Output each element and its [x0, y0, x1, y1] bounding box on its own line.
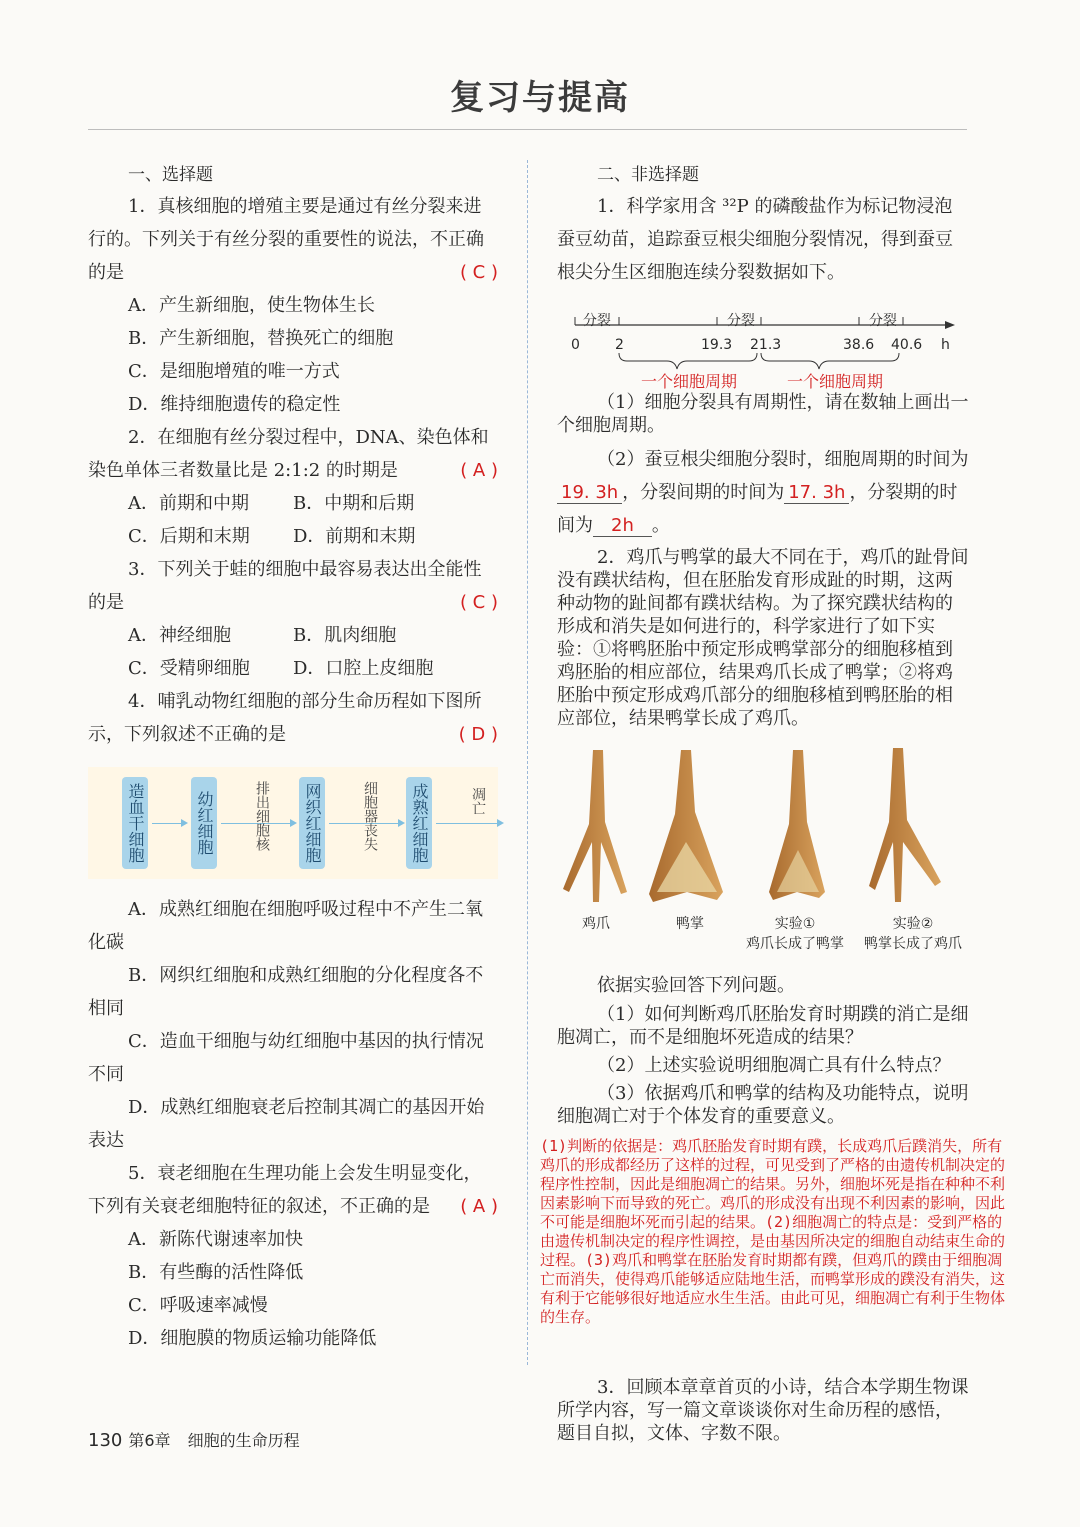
tick-38-6: 38.6 — [843, 337, 875, 353]
flow-box-stem-cell: 造血干细胞 — [122, 777, 148, 869]
q3-option-b: B．肌肉细胞 — [293, 625, 397, 646]
cycle-label-1: 一个细胞周期 — [641, 372, 738, 391]
question-4: 4．哺乳动物红细胞的部分生命历程如下图所示，下列叙述不正确的是 ( D ) — [88, 685, 498, 751]
q3-option-a: A．神经细胞 — [128, 625, 231, 646]
q5-option-c: C．呼吸速率减慢 — [128, 1295, 268, 1316]
handwritten-answer: (1)判断的依据是：鸡爪胚胎发育时期有蹼，长成鸡爪后蹼消失，所有鸡爪的形成都经历了这样的过程，可见受到了严格的由遗传机制决定的程序性控制，因此是细胞凋亡的结果。另外，细胞坏死是指在种种不利因素影响下而导致的死亡。鸡爪的形成没有出现不利因素的影响，因此不可能是细胞坏死而引起的结果。(2)细胞凋亡的特点是：受到严格的由遗传机制决定的程序性调控，是由基因所决定的细胞自动结束生命的过程。(3)鸡爪和鸭掌在胚胎发育时期都有蹼，但鸡爪的蹼由于细胞凋亡而消失，使得鸡爪能够适应陆地生活，而鸭掌形成的蹼没有消失，这有利于它能够很好地适应水生生活。由此可见，细胞凋亡有利于生物体的生存。 — [540, 1137, 1006, 1326]
red-cell-flow-diagram — [88, 767, 498, 879]
q4-option-b: B．网织红细胞和成熟红细胞的分化程度各不相同 — [88, 965, 484, 1019]
tick-19-3: 19.3 — [701, 337, 733, 353]
page-footer — [88, 1428, 300, 1451]
question-r2-1: （1）如何判断鸡爪胚胎发育时期蹼的消亡是细胞凋亡，而不是细胞坏死造成的结果？ — [557, 1004, 969, 1048]
flow-label-apoptosis: 凋亡 — [470, 787, 486, 815]
question-2: 2．在细胞有丝分裂过程中，DNA、染色体和染色单体三者数量比是 2:1:2 的时期是 ( A ) — [88, 421, 498, 487]
q3-options-row-1 — [128, 619, 498, 652]
q4-option-a: A．成熟红细胞在细胞呼吸过程中不产生二氧化碳 — [88, 899, 483, 953]
q3-option-d: D．口腔上皮细胞 — [293, 658, 434, 679]
feet-illustrations — [557, 742, 969, 912]
left-column — [88, 160, 498, 1355]
q5-option-a: A．新陈代谢速率加快 — [128, 1229, 303, 1250]
tick-21-3: 21.3 — [750, 337, 782, 353]
label-division-1: 分裂 — [583, 313, 611, 329]
flow-box-erythroblast: 幼红细胞 — [191, 777, 217, 869]
q2-option-a: A．前期和中期 — [128, 493, 249, 514]
answer-5: ( A ) — [460, 1196, 498, 1217]
caption-experiment-1: 实验① 鸡爪长成了鸭掌 — [746, 916, 844, 952]
answer-interphase-time: 17. 3h — [784, 482, 849, 504]
chicken-foot-image — [563, 750, 627, 902]
q1-option-b: B．产生新细胞，替换死亡的细胞 — [128, 328, 394, 349]
q4-option-c: C．造血干细胞与幼红细胞中基因的执行情况不同 — [88, 1031, 484, 1085]
caption-experiment-2: 实验② 鸭掌长成了鸡爪 — [864, 916, 962, 952]
question-3: 3．下列关于蛙的细胞中最容易表达出全能性的是 ( C ) — [88, 553, 498, 619]
answer-cycle-time: 19. 3h — [557, 482, 622, 504]
answer-2: ( A ) — [460, 460, 498, 481]
cell-cycle-number-line — [557, 307, 969, 391]
label-division-3: 分裂 — [869, 313, 897, 329]
q2-option-c: C．后期和末期 — [128, 526, 250, 547]
q2-option-b: B．中期和后期 — [293, 493, 415, 514]
question-r3: 3．回顾本章章首页的小诗，结合本学期生物课所学内容，写一篇文章谈谈你对生命历程的感悟，题目自拟，文体、字数不限。 — [557, 1377, 969, 1444]
q3-option-c: C．受精卵细胞 — [128, 658, 250, 679]
question-r2-3: （3）依据鸡爪和鸭掌的结构及功能特点，说明细胞凋亡对于个体发育的重要意义。 — [557, 1083, 969, 1127]
question-r1-1: （1）细胞分裂具有周期性，请在数轴上画出一个细胞周期。 — [557, 392, 969, 436]
q5-option-d: D．细胞膜的物质运输功能降低 — [128, 1328, 377, 1349]
chapter-title: 细胞的生命历程 — [187, 1431, 300, 1450]
q1-option-c: C．是细胞增殖的唯一方式 — [128, 361, 340, 382]
q1-option-a: A．产生新细胞，使生物体生长 — [128, 295, 375, 316]
axis-unit: h — [941, 337, 950, 353]
answer-4: ( D ) — [458, 724, 498, 745]
q5-option-b: B．有些酶的活性降低 — [128, 1262, 304, 1283]
q1-option-d: D．维持细胞遗传的稳定性 — [128, 394, 341, 415]
flow-box-mature-rbc: 成熟红细胞 — [406, 777, 432, 869]
answer-division-time: 2h — [593, 515, 652, 537]
flow-box-reticulocyte: 网织红细胞 — [299, 777, 325, 869]
question-5: 5．衰老细胞在生理功能上会发生明显变化，下列有关衰老细胞特征的叙述，不正确的是 ( A ) — [88, 1157, 498, 1223]
column-divider — [527, 160, 528, 1365]
q2-option-d: D．前期和末期 — [293, 526, 416, 547]
question-r2-2: （2）上述实验说明细胞凋亡具有什么特点？ — [597, 1055, 951, 1076]
caption-duck-foot: 鸭掌 — [676, 916, 704, 932]
page-number: 130 — [88, 1430, 123, 1451]
tick-40-6: 40.6 — [891, 337, 923, 353]
question-1: 1．真核细胞的增殖主要是通过有丝分裂来进行的。下列关于有丝分裂的重要性的说法，不正确的是 ( C ) — [88, 190, 498, 289]
chapter-number: 第6章 — [128, 1431, 171, 1450]
tick-0: 0 — [571, 337, 580, 353]
section-choice-heading: 一、选择题 — [128, 165, 213, 185]
question-r1: 1．科学家用含 ³²P 的磷酸盐作为标记物浸泡蚕豆幼苗，追踪蚕豆根尖细胞分裂情况，得到蚕豆根尖分生区细胞连续分裂数据如下。 — [557, 196, 953, 283]
flow-arrow — [152, 823, 186, 824]
feet-figure — [557, 742, 969, 962]
duck-foot-image — [649, 750, 723, 902]
flow-label-nucleus-expelled: 排出细胞核 — [254, 781, 270, 851]
flow-arrow — [436, 823, 502, 824]
answer-1: ( C ) — [459, 262, 498, 283]
question-r2-lead: 依据实验回答下列问题。 — [597, 975, 795, 996]
page-title: 复习与提高 — [450, 78, 630, 118]
section-nonchoice-heading: 二、非选择题 — [597, 165, 699, 185]
q3-options-row-2 — [128, 652, 498, 685]
q4-option-d: D．成熟红细胞衰老后控制其凋亡的基因开始表达 — [88, 1097, 485, 1151]
flow-label-organelles-lost: 细胞器丧失 — [362, 781, 378, 851]
q2-options-row-1 — [128, 487, 498, 520]
right-column — [557, 160, 969, 1128]
tick-2: 2 — [615, 337, 624, 353]
q2-options-row-2 — [128, 520, 498, 553]
question-r1-2: （2）蚕豆根尖细胞分裂时，细胞周期的时间为19. 3h ，分裂间期的时间为 17. 3h ，分裂期的时间为 2h 。 — [557, 449, 969, 536]
caption-chicken-foot: 鸡爪 — [582, 916, 610, 932]
cycle-label-2: 一个细胞周期 — [787, 372, 884, 391]
label-division-2: 分裂 — [727, 313, 755, 329]
experiment-2-foot-image — [869, 748, 941, 902]
question-r2: 2．鸡爪与鸭掌的最大不同在于，鸡爪的趾骨间没有蹼状结构，但在胚胎发育形成趾的时期，这两种动物的趾间都有蹼状结构。为了探究蹼状结构的形成和消失是如何进行的，科学家进行了如下实验：①将鸭胚胎中预定形成鸭掌部分的细胞移植到鸡胚胎的相应部位，结果鸡爪长成了鸭掌；②将鸡胚胎中预定形成鸡爪部分的细胞移植到鸭胚胎的相应部位，结果鸭掌长成了鸡爪。 — [557, 547, 969, 729]
experiment-1-foot-image — [769, 750, 825, 900]
answer-3: ( C ) — [459, 592, 498, 613]
title-rule — [88, 129, 967, 130]
